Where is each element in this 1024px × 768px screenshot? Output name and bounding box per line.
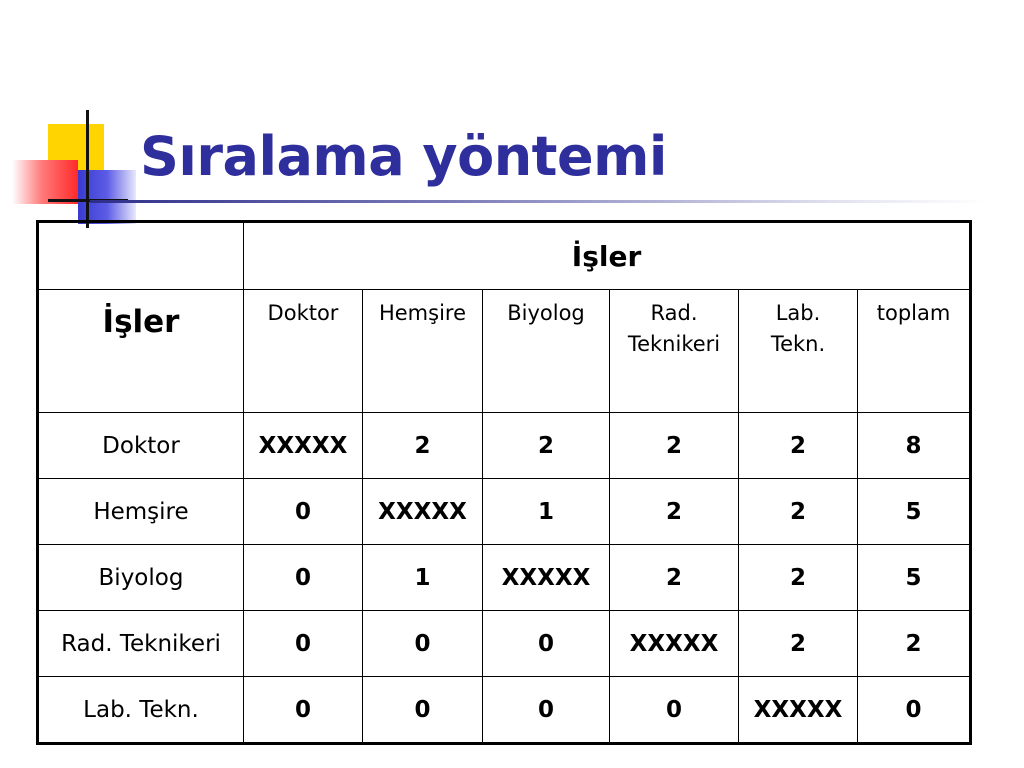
slide-title: Sıralama yöntemi <box>140 125 667 188</box>
table-cell: 2 <box>739 545 858 611</box>
row-label: Rad. Teknikeri <box>38 611 244 677</box>
table-cell: 0 <box>363 677 483 744</box>
table-cell: 2 <box>483 413 610 479</box>
row-label: Doktor <box>38 413 244 479</box>
table-cell: 2 <box>363 413 483 479</box>
table-row <box>38 413 971 479</box>
row-header-label: İşler <box>38 290 244 413</box>
table-cell: 2 <box>610 413 739 479</box>
table-cell: 0 <box>363 611 483 677</box>
column-header-line: Teknikeri <box>627 332 721 356</box>
table-cell: 1 <box>363 545 483 611</box>
table-cell: 0 <box>610 677 739 744</box>
column-header <box>739 290 858 413</box>
row-label: Hemşire <box>38 479 244 545</box>
table-cell: 5 <box>858 479 971 545</box>
vertical-line-shape <box>86 110 89 228</box>
table-cell: 0 <box>483 677 610 744</box>
group-header: İşler <box>244 222 971 290</box>
corner-decoration <box>0 0 140 240</box>
table-cell: 0 <box>244 545 363 611</box>
column-header-line: Tekn. <box>770 332 826 356</box>
table-cell: 2 <box>610 545 739 611</box>
column-header <box>363 290 483 413</box>
table-cell: 2 <box>739 413 858 479</box>
red-square-shape <box>12 160 78 204</box>
column-header <box>483 290 610 413</box>
table-cell: XXXXX <box>244 413 363 479</box>
table-cell: 0 <box>858 677 971 744</box>
table-cell: 1 <box>483 479 610 545</box>
column-header-line: toplam <box>876 301 951 325</box>
column-header-line: Doktor <box>267 301 339 325</box>
column-header <box>244 290 363 413</box>
column-header-line: Hemşire <box>378 301 467 325</box>
table-cell: 0 <box>483 611 610 677</box>
column-header <box>858 290 971 413</box>
column-header-line: Rad. <box>650 301 698 325</box>
row-label: Lab. Tekn. <box>38 677 244 744</box>
table-row <box>38 479 971 545</box>
table-cell: 2 <box>739 611 858 677</box>
row-label: Biyolog <box>38 545 244 611</box>
table-cell: 8 <box>858 413 971 479</box>
table-cell: 2 <box>858 611 971 677</box>
table-cell: XXXXX <box>739 677 858 744</box>
table-cell: 5 <box>858 545 971 611</box>
table-row <box>38 677 971 744</box>
table-row <box>38 545 971 611</box>
table-cell: XXXXX <box>610 611 739 677</box>
table-cell: 0 <box>244 611 363 677</box>
ranking-table <box>36 220 972 745</box>
table-cell: 0 <box>244 479 363 545</box>
table-row <box>38 611 971 677</box>
column-header-line: Lab. <box>775 301 821 325</box>
column-header-line: Biyolog <box>507 301 585 325</box>
table-cell: 2 <box>739 479 858 545</box>
column-header <box>610 290 739 413</box>
table-cell: XXXXX <box>483 545 610 611</box>
table-cell: XXXXX <box>363 479 483 545</box>
table-cell: 0 <box>244 677 363 744</box>
table-empty-corner <box>38 222 244 290</box>
title-underline <box>90 200 990 203</box>
table-cell: 2 <box>610 479 739 545</box>
